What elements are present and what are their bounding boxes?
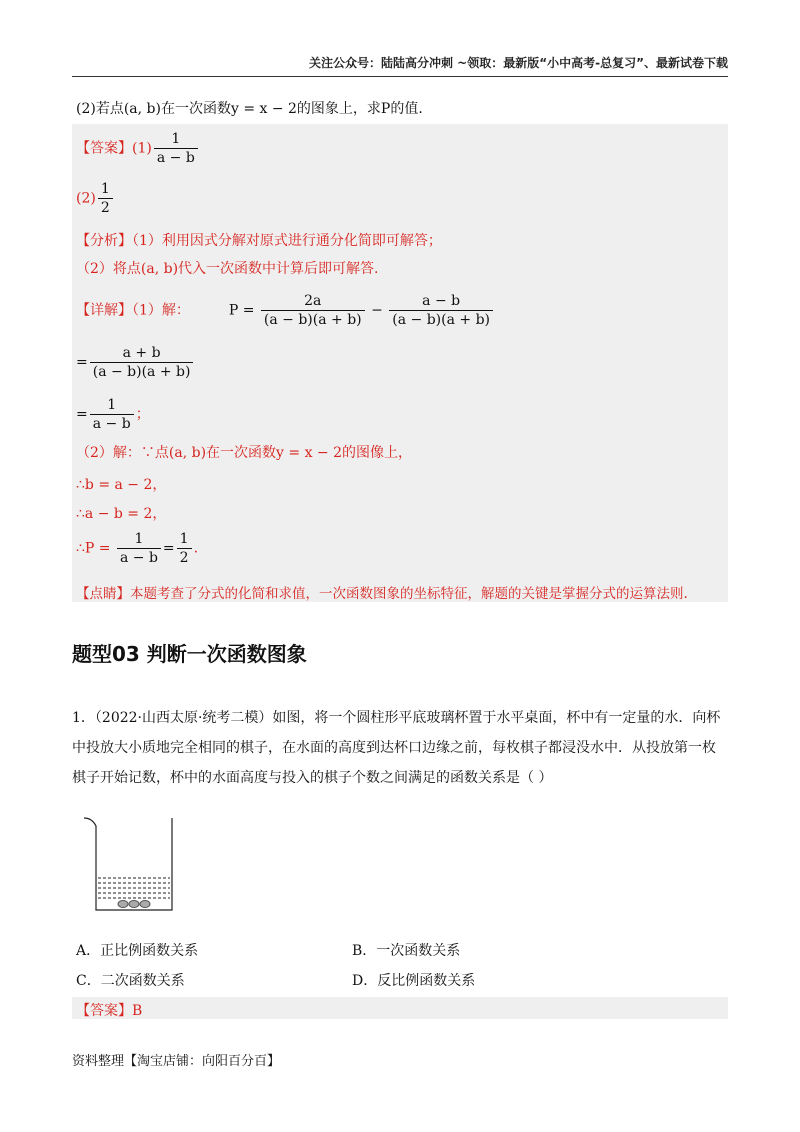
frac-num: 1 — [90, 396, 134, 415]
frac-num: 2a — [261, 292, 365, 311]
analysis-line-2: （2）将点(a, b)代入一次函数中计算后即可解答. — [76, 261, 379, 277]
p-equals: P = — [228, 302, 255, 319]
answer-part2-prefix: (2) — [76, 190, 96, 207]
answer-box-2 — [72, 997, 728, 1019]
analysis-line-1: 【分析】（1）利用因式分解对原式进行通分化简即可解答； — [76, 233, 442, 249]
page-header — [72, 54, 728, 77]
detail-line-2 — [76, 344, 195, 381]
p-final-label: ∴P = — [76, 540, 111, 557]
detail-amb-line: ∴a − b = 2， — [76, 506, 167, 522]
page-footer: 资料整理【淘宝店铺：向阳百分百】 — [72, 1054, 281, 1069]
detail-fraction-6 — [177, 530, 192, 567]
option-c: C．二次函数关系 — [76, 973, 185, 989]
answer-2: 【答案】B — [76, 1003, 143, 1019]
detail-fraction-2 — [389, 292, 493, 329]
answer-label: 【答案】 — [76, 140, 132, 157]
answer-line-2 — [76, 180, 115, 217]
answer-fraction-1 — [154, 130, 198, 167]
detail-final-line — [76, 530, 198, 567]
detail-label: 【详解】（1）解： — [76, 302, 190, 319]
frac-num: a + b — [90, 344, 194, 363]
period: . — [193, 540, 199, 557]
detail-fraction-5 — [117, 530, 161, 567]
frac-num: a − b — [389, 292, 493, 311]
detail-part2-line: （2）解：∵点(a, b)在一次函数y = x − 2的图像上， — [76, 445, 413, 461]
frac-num: 1 — [177, 530, 192, 549]
beaker-figure — [80, 812, 180, 916]
equals-sign: = — [162, 540, 175, 557]
detail-line-3 — [76, 396, 150, 433]
semicolon: ； — [135, 406, 150, 423]
detail-fraction-1 — [261, 292, 365, 329]
option-a: A．正比例函数关系 — [76, 943, 199, 959]
frac-den: (a − b)(a + b) — [392, 312, 490, 328]
frac-den: 2 — [179, 550, 189, 566]
equals-sign: = — [76, 406, 88, 423]
question-part2: (2)若点(a, b)在一次函数y = x − 2的图象上，求P的值. — [76, 101, 423, 117]
minus-sign: − — [371, 302, 383, 319]
frac-den: a − b — [92, 416, 131, 432]
answer-line-1 — [76, 130, 200, 167]
question-1: 1．（2022·山西太原·统考二模）如图，将一个圆柱形平底玻璃杯置于水平桌面，杯中有一定量的水．向杯中投放大小质地完全相同的棋子，在水面的高度到达杯口边缘之前，每枚棋子都浸没水中．从投放第一枚棋子开始记数，杯中的水面高度与投入的棋子个数之间满足的函数关系是（ ） — [72, 710, 721, 786]
frac-den: a − b — [156, 150, 195, 166]
detail-line-1 — [76, 292, 495, 329]
frac-den: (a − b)(a + b) — [92, 364, 191, 380]
frac-den: (a − b)(a + b) — [263, 312, 362, 328]
option-d: D．反比例函数关系 — [352, 973, 476, 989]
frac-num: 1 — [98, 180, 113, 199]
detail-fraction-4 — [90, 396, 134, 433]
equals-sign: = — [76, 354, 88, 371]
header-text: 关注公众号：陆陆高分冲刺 ~领取：最新版“小中高考-总复习”、最新试卷下载 — [309, 56, 728, 70]
frac-den: 2 — [100, 200, 110, 216]
answer-fraction-2 — [98, 180, 113, 217]
frac-num: 1 — [154, 130, 198, 149]
detail-b-line: ∴b = a − 2， — [76, 477, 167, 493]
section-title: 题型03 判断一次函数图象 — [72, 642, 307, 666]
answer-part1-prefix: (1) — [132, 140, 152, 157]
frac-num: 1 — [117, 530, 161, 549]
detail-fraction-3 — [90, 344, 194, 381]
option-b: B．一次函数关系 — [352, 943, 461, 959]
comment-line: 【点睛】本题考查了分式的化简和求值，一次函数图象的坐标特征，解题的关键是掌握分式的运算法则. — [76, 586, 688, 602]
frac-den: a − b — [119, 550, 158, 566]
